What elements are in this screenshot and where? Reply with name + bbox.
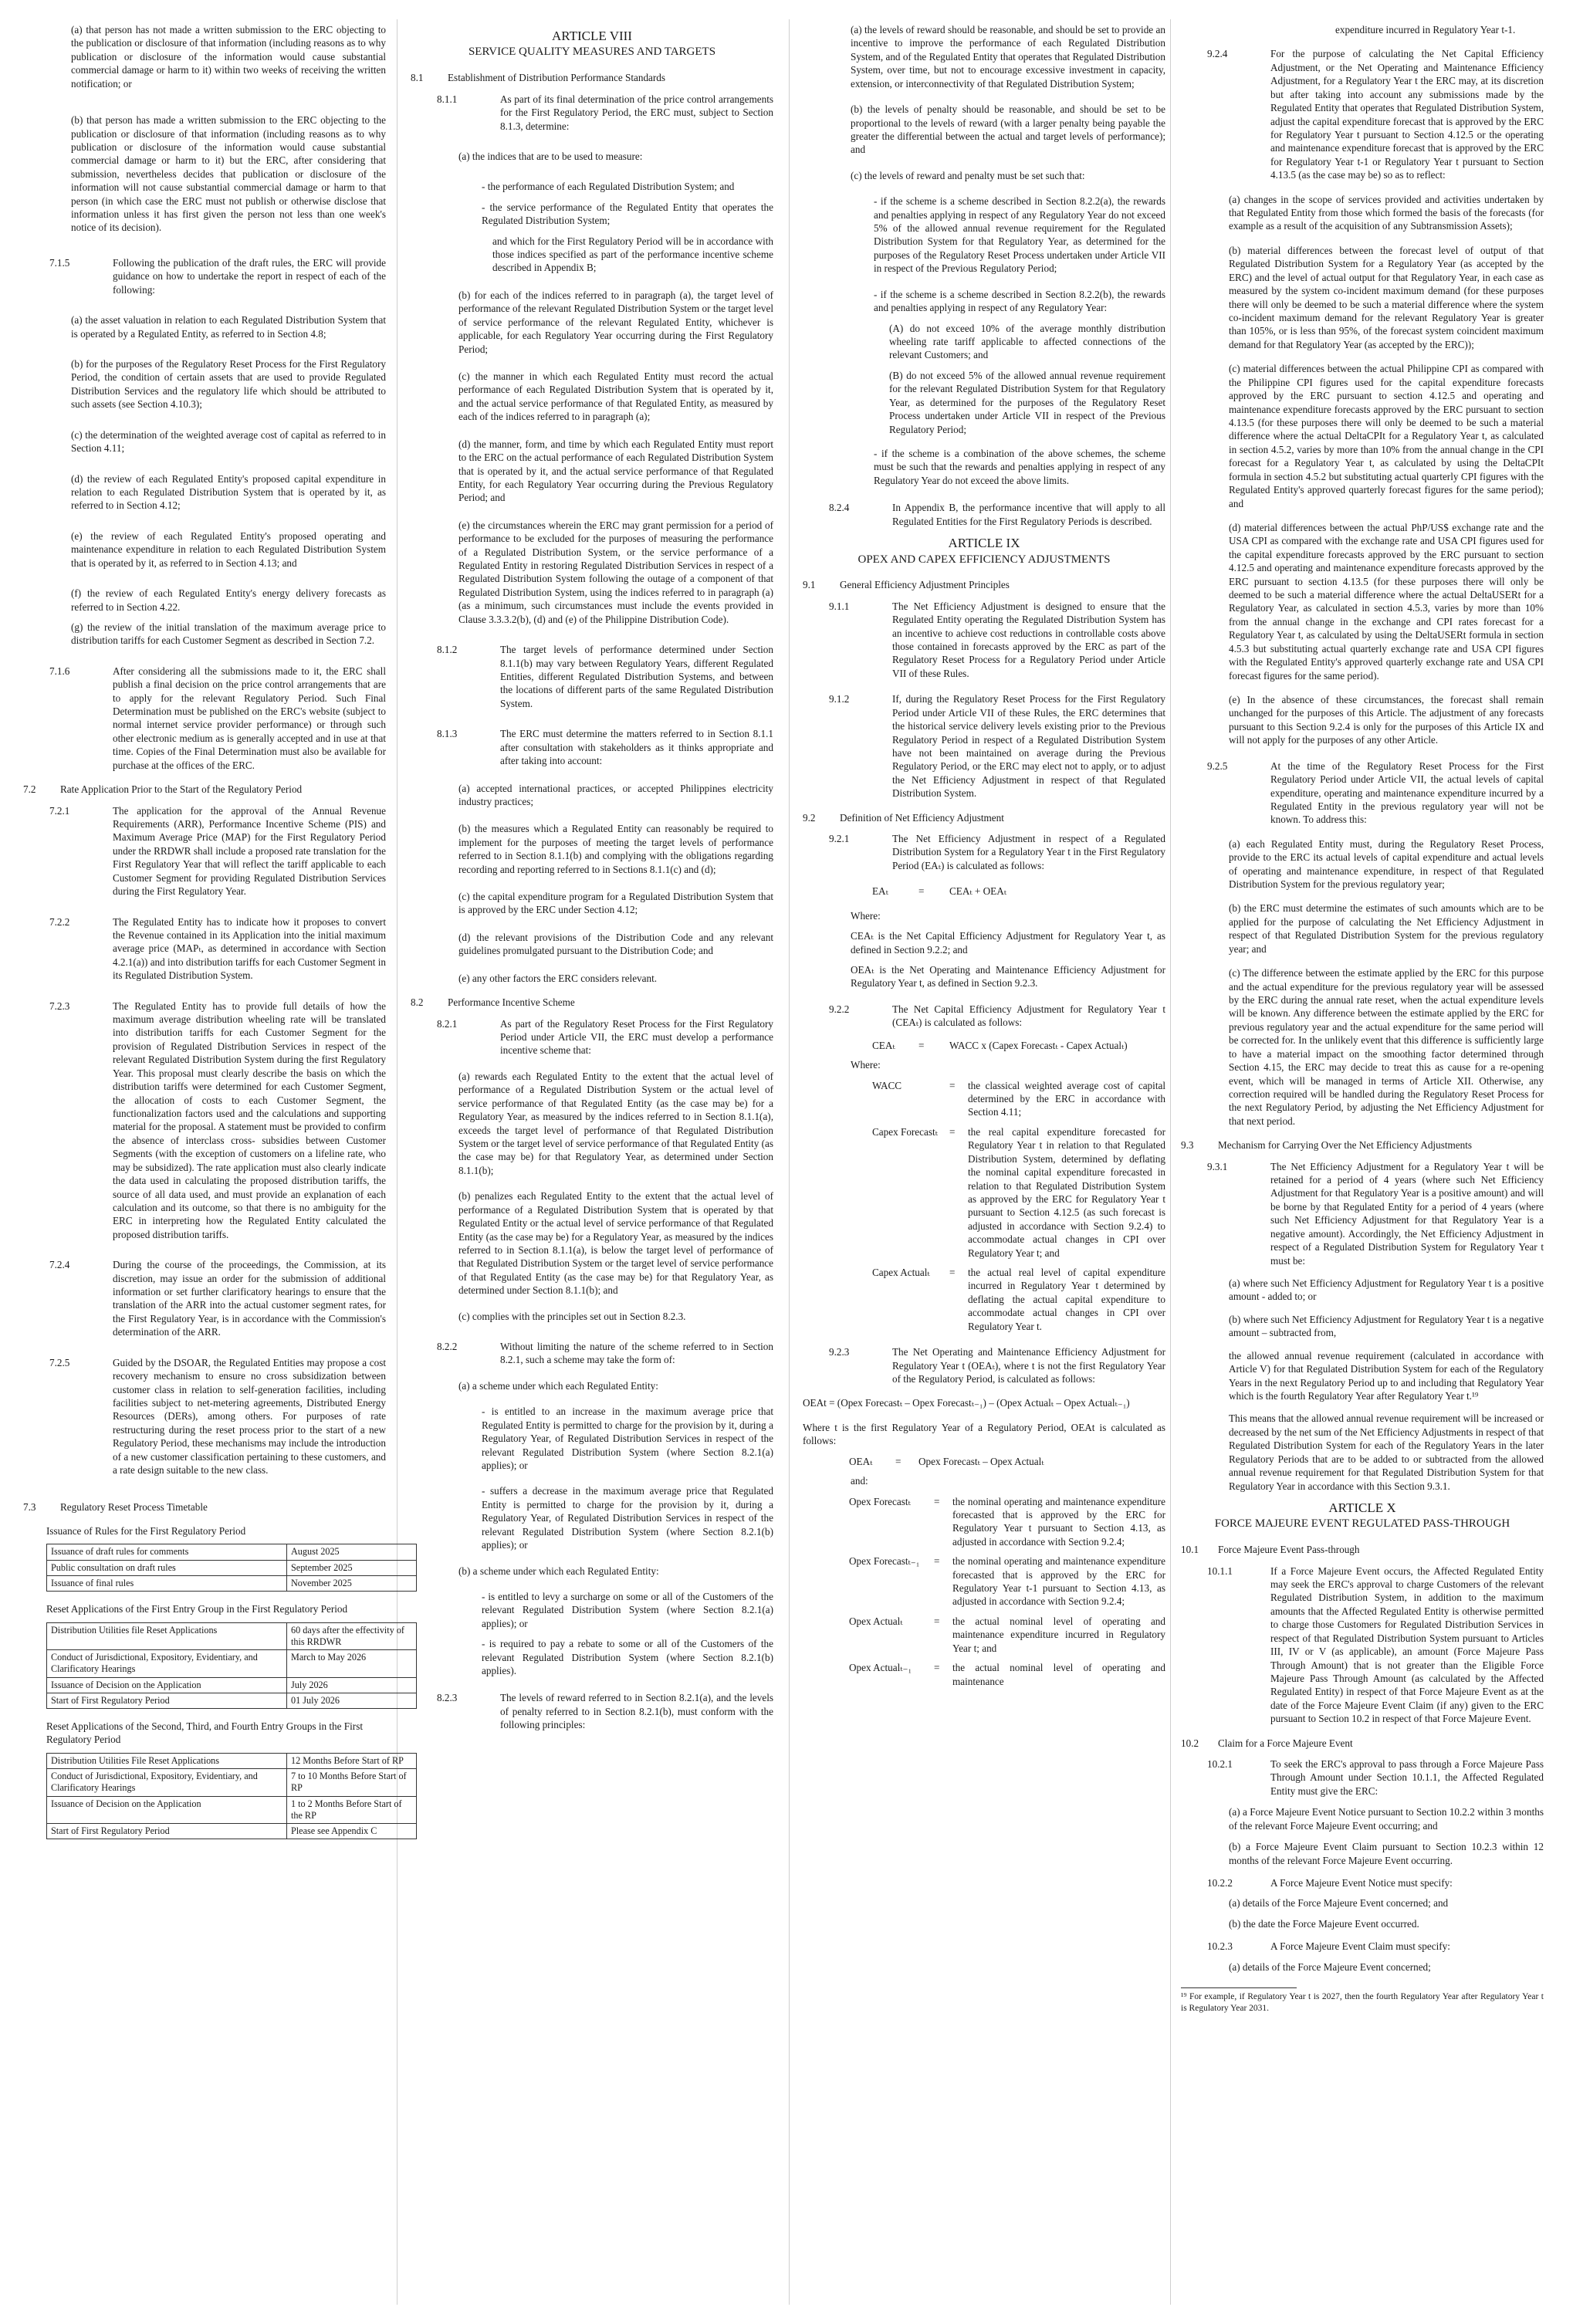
definition-row: WACC = the classical weighted average cost of capital determined by the ERC in accordance with Section 4.11; [872,1079,1165,1118]
table-cell: Distribution Utilities File Reset Applications [47,1753,287,1768]
table-cell: September 2025 [287,1560,417,1575]
table-row [47,1693,417,1708]
table-row [47,1560,417,1575]
definition-row: Capex Actualₜ = the actual real level of capital expenditure incurred in Regulatory Year t determined by deflating the actual capital expenditure to accommodate actual changes in CPI over Regulatory Year t. [872,1267,1165,1332]
column-1 [23,23,407,1849]
list-item: (d) material differences between the actual PhP/US$ exchange rate and the USA CPI as compared with the exchange rate and USA CPI figures used for the capital expenditure forecasts approved by the ERC pursuant to section 4.12.5 and operating and maintenance expenditure forecasts approved by the ERC pursuant to section 4.13.5 (for these purposes there will only be deemed to be such a material difference where the actual DeltaUSERt for a Regulatory Year, as calculated in section 4.5.3, varies by more than 10% from the annual change in the exchange and CPI rates forecast for a Regulatory Year t, as calculated by using the DeltaUSERt formula in section 4.5.3 but substituting actual quarterly exchange rate and USA CPI figures with the Regulated Entity's approved quarterly exchange rate and USA CPI forecast figures for the same period). [1229,521,1544,682]
section-number: 7.1.6 [49,665,70,677]
list-item: (b) where such Net Efficiency Adjustment for Regulatory Year t is a negative amount – subtracted from, [1229,1313,1544,1339]
paragraph: and: [851,1475,868,1487]
list-item: - is entitled to levy a surcharge on some or all of the Customers of the relevant Regulated Distribution System (where Section 8.2.1(a) applies); or [482,1590,773,1629]
column-4 [1181,23,1544,2021]
table-cell: 7 to 10 Months Before Start of RP [287,1769,417,1797]
definition-row: Opex Actualₜ = the actual nominal level of operating and maintenance expenditure incurred in Regulatory Year t; and [849,1615,1165,1654]
section-8-1-2 [411,643,773,710]
section-number: 10.1.1 [1207,1565,1233,1577]
table-cell: Issuance of draft rules for comments [47,1544,287,1560]
definition-term: Opex Forecastₜ [849,1495,911,1507]
definition-text: the actual real level of capital expenditure incurred in Regulatory Year t determined by deflating the actual capital expenditure to accommodate actual changes in CPI over Regulatory Year t. [968,1267,1165,1332]
paragraph: (a) that person has not made a written submission to the ERC objecting to the publication or disclosure of that information (including reasons as to why publication or disclosure of the information would cause substantial commercial damage or harm to it) within two weeks of receiving the written notification; or [71,24,386,90]
list-item: (a) the indices that are to be used to measure: [458,150,643,162]
article-title: OPEX AND CAPEX EFFICIENCY ADJUSTMENTS [858,553,1111,566]
section-number: 9.2.5 [1207,759,1228,772]
heading-8-1 [411,71,773,84]
section-text: The levels of reward referred to in Section 8.2.1(a), and the levels of penalty referred to in Section 8.2.1(b), must conform with the following principles: [500,1692,773,1731]
section-text: The Net Efficiency Adjustment is designed to ensure that the Regulated Entity operating the Regulated Distribution System has an incentive to achieve cost reductions in controllable costs above those contained in forecasts approved by the ERC as part of the Regulatory Reset Process for a Regulatory Period under Article VII of these Rules. [892,600,1165,679]
table-row [47,1544,417,1560]
table-cell: March to May 2026 [287,1650,417,1678]
section-number: 10.2.1 [1207,1758,1233,1771]
column-3 [803,23,1165,1694]
heading-9-2 [803,811,1165,824]
list-item: (a) details of the Force Majeure Event concerned; [1229,1960,1431,1973]
table-cell: Issuance of Decision on the Application [47,1796,287,1824]
section-text: A Force Majeure Event Claim must specify: [1270,1940,1450,1953]
definition-text: the actual nominal level of operating and maintenance [952,1662,1165,1687]
timetable-rules [46,1544,417,1592]
formula-equals: = [918,885,925,898]
formula-oea-first [849,1455,1165,1468]
section-7-2-4 [23,1258,386,1339]
heading-number: 8.1 [411,72,424,84]
section-number: 8.1.3 [437,728,458,740]
definition-row: Opex Forecastₜ₋₁ = the nominal operating and maintenance expenditure forecasted that is approved by the ERC for Regulatory Year t-1 pursuant to Section 4.13, as adjusted in accordance with Section 9.2.4; [849,1555,1165,1608]
list-item: - is entitled to an increase in the maximum average price that Regulated Entity is permitted to charge for the provision by it, during a Regulatory Year, of Regulated Distribution Services in respect of the relevant Regulated Distribution System (where Section 8.2.1(a) applies); or [482,1406,773,1471]
list-item: (c) the capital expenditure program for a Regulated Distribution System that is approved by the ERC under Section 4.12; [458,891,773,916]
table-cell: 12 Months Before Start of RP [287,1753,417,1768]
list-item: - if the scheme is a combination of the above schemes, the scheme must be such that the rewards and penalties applying in respect of any Regulatory Year do not exceed the above limits. [874,447,1165,486]
table-title: Reset Applications of the Second, Third, and Fourth Entry Groups in the First Regulatory Period [46,1720,363,1746]
list-item: (a) the levels of reward should be reasonable, and should be set to provide an incentive to improve the performance of each Regulated Distribution System, and of the Regulated Entity that operates that Regulated Distribution System, over time, but not to encourage excessive investment in capacity, extension, or interconnectivity of that Regulated Distribution System; [851,24,1165,90]
heading-number: 10.2 [1181,1737,1199,1749]
section-text: The target levels of performance determined under Section 8.1.1(b) may vary between Regulatory Years, different Regulated Entities, different Regulated Distribution Systems, and between the locations of different parts of the same Regulated Distribution System. [500,644,773,709]
section-9-2-1 [803,832,1165,872]
table-cell: Conduct of Jurisdictional, Expository, Evidentiary, and Clarificatory Hearings [47,1769,287,1797]
section-10-1-1 [1181,1565,1544,1726]
definition-text: the classical weighted average cost of capital determined by the ERC in accordance with Section 4.11; [968,1079,1165,1118]
table-cell: Issuance of final rules [47,1575,287,1591]
section-9-1-2 [803,692,1165,800]
table-row [47,1769,417,1797]
definition-term: WACC [872,1079,902,1091]
heading-number: 9.1 [803,579,816,591]
list-item: (b) the date the Force Majeure Event occurred. [1229,1917,1419,1930]
table-row [47,1824,417,1839]
list-item: (b) a scheme under which each Regulated Entity: [458,1565,659,1577]
formula-cea [872,1039,1165,1052]
list-item: (b) for each of the indices referred to in paragraph (a), the target level of performance of the relevant Regulated Distribution System or the target level of service performance of the relevant Regulated Entity, whichever is applicable, for each Regulatory Year occurring during the First Regulatory Period; [458,289,773,355]
section-8-2-4 [803,501,1165,528]
section-10-2-1 [1181,1757,1544,1798]
footnote-separator [1181,1987,1297,1988]
table-cell: July 2026 [287,1677,417,1693]
list-item: (d) the review of each Regulated Entity's proposed capital expenditure in relation to each Regulated Distribution System that is operated by it, as referred to in Section 4.12; [71,472,386,512]
paragraph: Where t is the first Regulatory Year of a Regulatory Period, OEAt is calculated as follows: [803,1421,1165,1447]
list-item: - suffers a decrease in the maximum average price that Regulated Entity is permitted to charge for the provision by it, during a Regulatory Year, of Regulated Distribution Services in respect of the relevant Regulated Distribution System (where Section 8.2.1(b) applies); or [482,1485,773,1551]
section-number: 8.2.2 [437,1341,458,1353]
heading-text: Definition of Net Efficiency Adjustment [840,811,1004,824]
section-8-2-1 [411,1017,773,1057]
section-7-2-2 [23,915,386,983]
paragraph: This means that the allowed annual revenue requirement will be increased or decreased by the net sum of the Net Efficiency Adjustments in respect of that Regulated Distribution System for each of the Regulatory Years in the later Regulatory Periods that are to be added to or subtracted from the allowed annual revenue requirement for that Regulated Distribution System for that Regulatory Year in accordance with this Section 9.3.1. [1229,1412,1544,1492]
list-item: (f) the review of each Regulated Entity's energy delivery forecasts as referred to in Section 4.22. [71,587,386,613]
formula-lhs: EAₜ [872,885,888,898]
definition-term: Opex Forecastₜ₋₁ [849,1555,920,1568]
section-text: The Regulated Entity has to indicate how it proposes to convert the Revenue contained in its Application into the initial maximum average price (MAPₜ, as determined in accordance with Section 4.2.1(a)) and into distribution tariffs for each Customer Segment in its Regulated Distribution System. [113,915,386,982]
section-number: 8.2.4 [829,502,850,514]
list-item: (b) penalizes each Regulated Entity to the extent that the actual level of performance of a Regulated Distribution System that is operated by that Regulated Entity or the actual level of service performance of that Regulated Entity (as the case may be) for a Regulatory Year, as measured by the indices referred to in Section 8.1.1(a), is below the target level of performance of that Regulated Distribution System or the target level of service performance of that Regulated Entity (as the case may be) for that Regulatory Year, as determined under Section 8.1.1(b); and [458,1190,773,1297]
article-heading: ARTICLE IX [948,536,1020,551]
heading-7-3 [23,1500,386,1514]
definition-term: Opex Actualₜ [849,1615,903,1627]
table-cell: 60 days after the effectivity of this RRDWR [287,1622,417,1650]
list-item: (c) the manner in which each Regulated Entity must record the actual performance of each Regulated Distribution System that is operated by it, and the actual service performance of that Regulated Entity, as measured by each of the indices referred to in paragraph (a); [458,370,773,423]
list-item: (e) the circumstances wherein the ERC may grant permission for a period of performance to be excluded for the purposes of measuring the performance of a Regulated Distribution System, or the service performance of a Regulated Entity in restoring Regulated Distribution Services in respect of a Regulated Distribution System following the outage of a component of that Regulated Distribution System, using the indices referred to in paragraph (a) (as a minimum, such circumstances must include the events provided in Clause 3.3.3.2(b), (d) and (e) of the Philippine Distribution Code). [458,519,773,625]
section-number: 9.3.1 [1207,1160,1228,1172]
table-cell: 01 July 2026 [287,1693,417,1708]
heading-text: Claim for a Force Majeure Event [1218,1737,1353,1749]
list-item: (a) accepted international practices, or accepted Philippines electricity industry practices; [458,782,773,807]
heading-text: General Efficiency Adjustment Principles [840,579,1010,591]
section-7-2-3 [23,1000,386,1242]
section-text: A Force Majeure Event Notice must specify: [1270,1877,1453,1889]
section-number: 7.2.1 [49,804,70,817]
definition-term: Capex Actualₜ [872,1267,930,1279]
paragraph: (b) that person has made a written submission to the ERC objecting to the publication or disclosure of that information (including reasons as to why publication or disclosure of the information would cause substantial commercial damage or harm to it) but the ERC, after considering that submission, nevertheless decides that publication or disclosure of the information will not cause substantial commercial damage or harm to that person (in which case the ERC must not publish or otherwise disclose that information unless it has first given the person not less than one week's notice of its decision). [71,114,386,234]
section-number: 8.1.1 [437,93,458,105]
list-item: (d) the manner, form, and time by which each Regulated Entity must report to the ERC on the actual performance of each Regulated Distribution System that is operated by it, and the actual service performance of that Regulated Entity, for each Regulatory Year occurring during the Previous Regulatory Period; and [458,438,773,504]
paragraph: and which for the First Regulatory Period will be in accordance with those indices specified as part of the performance incentive scheme described in Appendix B; [492,235,773,274]
list-item: (e) In the absence of these circumstances, the forecast shall remain unchanged for the purposes of this Article. The adjustment of any forecasts pursuant to this Section 9.2.4 is only for the purposes of this Article IX and will not apply for the purposes of any other Article. [1229,693,1544,746]
table-row [47,1622,417,1650]
table-cell: August 2025 [287,1544,417,1560]
table-cell: Issuance of Decision on the Application [47,1677,287,1693]
section-text: The Net Efficiency Adjustment in respect of a Regulated Distribution System for a Regulatory Year t in the First Regulatory Period (EAₜ) is calculated as follows: [892,833,1165,871]
section-number: 9.1.1 [829,600,850,612]
section-number: 9.2.3 [829,1346,850,1358]
section-text: The Net Capital Efficiency Adjustment for Regulatory Year t (CEAₜ) is calculated as follows: [892,1003,1165,1029]
section-text: At the time of the Regulatory Reset Process for the First Regulatory Period under Article VII, the actual levels of capital expenditure, operating and maintenance expenditure incurred by a Regulated Entity in the previous regulatory year will not be known. To address this: [1270,759,1544,826]
section-number: 9.2.4 [1207,48,1228,60]
heading-text: Mechanism for Carrying Over the Net Efficiency Adjustments [1218,1139,1472,1152]
list-item: (c) the levels of reward and penalty must be set such that: [851,169,1085,181]
heading-number: 10.1 [1181,1544,1199,1556]
list-item: (B) do not exceed 5% of the allowed annual revenue requirement for the relevant Regulated Distribution System for that Regulatory Year, as determined for the purposes of the Regulatory Reset Process undertaken under Article VII in respect of the Previous Regulatory Period; [889,369,1165,435]
section-number: 9.1.2 [829,693,850,705]
article-title: FORCE MAJEURE EVENT REGULATED PASS-THROUGH [1214,1517,1510,1531]
section-text: During the course of the proceedings, the Commission, at its discretion, may issue an order for the submission of additional information or set further clarificatory hearings to ensure that the translation of the ARR into the actual customer segment rates, for the First Regulatory Year, is in accordance with the Commission's determination of the ARR. [113,1259,386,1338]
timetable-first-entry [46,1622,417,1710]
table-cell: Start of First Regulatory Period [47,1824,287,1839]
heading-8-2 [411,996,773,1009]
section-number: 9.2.1 [829,833,850,845]
list-item: (a) details of the Force Majeure Event concerned; and [1229,1897,1449,1910]
section-9-2-3 [803,1345,1165,1385]
section-text: To seek the ERC's approval to pass through a Force Majeure Pass Through Amount under Section 10.1.1, the Affected Regulated Entity must give the ERC: [1270,1758,1544,1797]
list-item: (a) rewards each Regulated Entity to the extent that the actual level of performance of a Regulated Distribution System or the actual level of service performance of that Regulated Entity (as the case may be) for a Regulatory Year, as measured by the indices referred to in Section 8.1.1(a), exceeds the target level of performance of that Regulated Distribution System or the target level of service performance of that Regulated Entity (as the case may be) for that Regulatory Year, as determined under Section 8.1.1(b); [458,1070,773,1176]
table-cell: Conduct of Jurisdictional, Expository, Evidentiary, and Clarificatory Hearings [47,1650,287,1678]
section-8-2-2 [411,1340,773,1367]
heading-10-1 [1181,1543,1544,1556]
section-number: 8.2.3 [437,1692,458,1704]
section-text: In Appendix B, the performance incentive that will apply to all Regulated Entities for the First Regulatory Periods is described. [892,502,1165,527]
section-10-2-2 [1181,1876,1544,1889]
timetable-other-entries [46,1753,417,1840]
definition: OEAₜ is the Net Operating and Maintenance Efficiency Adjustment for Regulatory Year t, as defined in Section 9.2.3. [851,964,1165,989]
list-item: (A) do not exceed 10% of the average monthly distribution wheeling rate tariff applicable to affected connections of the relevant Customers; and [889,322,1165,361]
column-divider [1170,19,1171,2305]
list-item: (e) any other factors the ERC considers relevant. [458,972,658,984]
list-item: (c) complies with the principles set out in Section 8.2.3. [458,1310,686,1322]
list-item: (e) the review of each Regulated Entity's proposed operating and maintenance expenditure in relation to each Regulated Distribution System that is operated by it, as referred to in Section 4.13; and [71,529,386,569]
formula-oea: OEAt = (Opex Forecastₜ – Opex Forecastₜ₋₁) – (Opex Actualₜ – Opex Actualₜ₋₁) [803,1397,1130,1409]
formula-lhs: OEAₜ [849,1455,873,1467]
formula-lhs: CEAₜ [872,1039,895,1051]
heading-number: 7.2 [23,783,36,796]
definition-text: the nominal operating and maintenance expenditure forecasted that is approved by the ERC for Regulatory Year t-1 pursuant to Section 4.13, as adjusted in accordance with Section 9.2.4; [952,1555,1165,1608]
list-item: (a) changes in the scope of services provided and activities undertaken by that Regulated Entity from those which formed the basis of the forecasts (for example as a result of the acquisition of any Subtransmission Assets); [1229,193,1544,232]
formula-rhs: WACC x (Capex Forecastₜ - Capex Actualₜ) [949,1039,1128,1051]
definition-text: the actual nominal level of operating and maintenance expenditure incurred in Regulatory Year t; and [952,1615,1165,1654]
table-cell: Please see Appendix C [287,1824,417,1839]
section-text: Guided by the DSOAR, the Regulated Entities may propose a cost recovery mechanism to ensure no cross subsidization between customer class in relation to self-generation facilities, including facilities subject to net-metering agreements, Distributed Energy Resources (DERs), among others. For purposes of rate restructuring during the reset process prior to the start of a new Regulatory Period, these mechanisms may include the introduction of a new customer classification pertaining to these customers, and a rate design suitable to the new class. [113,1356,386,1477]
table-cell: November 2025 [287,1575,417,1591]
definition-row: Capex Forecastₜ = the real capital expenditure forecasted for Regulatory Year t in relation to that Regulated Distribution System, determined by deflating the nominal capital expenditure forecasted in relation to that Regulated Distribution System as approved by the ERC for Regulatory Year t pursuant to Section 4.12.5 (as such forecast is adjusted in accordance with Section 9.2.4) to accommodate actual changes in CPI over Regulatory Year t; and [872,1125,1165,1259]
heading-text: Rate Application Prior to the Start of the Regulatory Period [60,783,303,796]
section-text: As part of the Regulatory Reset Process for the First Regulatory Period under Article VII, the ERC must develop a performance incentive scheme that: [500,1017,773,1057]
section-text: If, during the Regulatory Reset Process for the First Regulatory Period under Article VII of these Rules, the ERC determines that the historical service delivery levels existing prior to the Previous Regulatory Period in respect of a Regulated Distribution System have not been maintained on average during the Previous Regulatory Period, or the ERC may elect not to apply, or to adjust the Net Efficiency Adjustment in respect of that Regulated Distribution System. [892,693,1165,800]
list-item: (a) where such Net Efficiency Adjustment for Regulatory Year t is a positive amount - added to; or [1229,1277,1544,1303]
list-item: (g) the review of the initial translation of the maximum average price to distribution tariffs for each Customer Segment as described in Section 7.2. [71,621,386,647]
definition-term: Capex Forecastₜ [872,1125,938,1138]
table-title: Issuance of Rules for the First Regulatory Period [46,1524,246,1537]
column-2 [411,23,773,1739]
formula-rhs: CEAₜ + OEAₜ [949,885,1007,898]
section-text: Following the publication of the draft rules, the ERC will provide guidance on how to undertake the report in respect of each of the following: [113,256,386,296]
list-item: - if the scheme is a scheme described in Section 8.2.2(a), the rewards and penalties applying in respect of any Regulatory Year do not exceed 5% of the allowed annual revenue requirement for the Regulated Distribution System for that Regulatory Year, as determined for the purposes of the Regulatory Reset Process undertaken under Article VII in respect of the Previous Regulatory Period; [874,195,1165,275]
section-10-2-3 [1181,1940,1544,1953]
table-cell: 1 to 2 Months Before Start of the RP [287,1796,417,1824]
definition-row: Opex Actualₜ₋₁ = the actual nominal level of operating and maintenance [849,1662,1165,1687]
list-item: (b) a Force Majeure Event Claim pursuant to Section 10.2.3 within 12 months of the relevant Force Majeure Event occurring. [1229,1841,1544,1866]
heading-text: Establishment of Distribution Performance Standards [448,72,666,84]
section-number: 9.2.2 [829,1003,850,1015]
section-7-2-1 [23,804,386,898]
section-number: 7.2.2 [49,915,70,928]
paragraph: Where: [851,909,881,922]
section-text: The Net Operating and Maintenance Efficiency Adjustment for Regulatory Year t (OEAₜ), where t is not the first Regulatory Year of the Regulatory Period, is calculated as follows: [892,1346,1165,1385]
paragraph: Where: [851,1059,881,1071]
table-cell: Distribution Utilities file Reset Applications [47,1622,287,1650]
formula-equals: = [895,1455,902,1467]
table-cell: Public consultation on draft rules [47,1560,287,1575]
heading-text: Performance Incentive Scheme [448,996,575,1009]
heading-7-2 [23,783,386,796]
formula-equals: = [918,1039,925,1051]
list-item: - the performance of each Regulated Distribution System; and [482,181,735,193]
section-number: 7.2.4 [49,1259,70,1271]
section-7-2-5 [23,1356,386,1477]
section-text: For the purpose of calculating the Net Capital Efficiency Adjustment, or the Net Operating and Maintenance Efficiency Adjustment, for a Regulatory Year t the ERC may, at its discretion but after taking into account any submissions made by the Regulated Entity that operates that Regulated Distribution System, adjust the capital expenditure forecast that is approved by the ERC for Regulatory Year t pursuant to Section 4.12.5 or the operating and maintenance expenditure forecast that is approved by the ERC for Regulatory Year t-1 or Regulatory Year t pursuant to Section 4.13.5 (as the case may be) so as to reflect: [1270,48,1544,181]
section-number: 8.2.1 [437,1017,458,1030]
section-number: 7.2.5 [49,1356,70,1368]
list-item: (b) material differences between the forecast level of output of that Regulated Distribution System for a Regulatory Year (as accepted by the ERC) and the level of actual output for that Regulatory Year, in each case as measured by the system co-incident maximum demand (for these purposes there will only be deemed to be such a material difference where the system co-incident maximum demand for the relevant Regulatory Year is greater than 105%, or is less than 95%, of the forecast system coincident maximum demand for that Regulatory Year (as accepted by the ERC)); [1229,244,1544,350]
table-row [47,1796,417,1824]
table-row [47,1650,417,1678]
list-item: (c) the determination of the weighted average cost of capital as referred to in Section 4.11; [71,428,386,455]
heading-number: 9.2 [803,811,816,824]
heading-number: 9.3 [1181,1139,1194,1152]
table-cell: Start of First Regulatory Period [47,1693,287,1708]
column-divider [789,19,790,2305]
article-heading: ARTICLE X [1328,1500,1396,1515]
section-text: After considering all the submissions made to it, the ERC shall publish a final decision on the price control arrangements that are to apply for the relevant Regulatory Period. Such Final Determination must be published on the ERC's website (subject to normal internet service provider performance) or through such other electronic medium as is generally accepted and in use at that time. Copies of the Final Determination must also be available for purchase at the offices of the ERC. [113,665,386,771]
section-text: The application for the approval of the Annual Revenue Requirements (ARR), Performance Incentive Scheme (PIS) and Maximum Average Price (MAP) for the First Regulatory Period under the RRDWR shall include a proposed rate translation for the First Regulatory Year that will reflect the tariff applicable to each Customer Segment for providing Regulated Distribution Services during the First Regulatory Year. [113,804,386,898]
definition-row: Opex Forecastₜ = the nominal operating and maintenance expenditure forecasted that is approved by the ERC for Regulatory Year t pursuant to Section 4.13, as adjusted in accordance with Section 9.2.4; [849,1495,1165,1548]
list-item: (b) for the purposes of the Regulatory Reset Process for the First Regulatory Period, the condition of certain assets that are used to provide Regulated Distribution Services and the regulatory life which should be attributed to such assets (see Section 4.10.3); [71,358,386,411]
list-item: (a) a scheme under which each Regulated Entity: [458,1379,658,1392]
footnote: ¹⁹ For example, if Regulatory Year t is 2027, then the fourth Regulatory Year after Regulatory Year t is Regulatory Year 2031. [1181,1992,1544,2014]
list-item: (b) the measures which a Regulated Entity can reasonably be required to implement for the purposes of meeting the target levels of performance referred to in Section 8.1.1(b) and complying with the obligations regarding recording and reporting referred to in Sections 8.1.1(c) and (d); [458,823,773,875]
formula-rhs: Opex Forecastₜ – Opex Actualₜ [918,1455,1044,1467]
heading-number: 7.3 [23,1500,36,1513]
section-text: If a Force Majeure Event occurs, the Affected Regulated Entity may seek the ERC's approval to charge Customers of the relevant Regulated Distribution System, in addition to the maximum amounts that the Affected Regulated Entity is otherwise permitted to charge those Customers for Regulated Distribution Services in respect of that Regulated Distribution System pursuant to Articles III, IV or V (as applicable), an amount (Force Majeure Pass Through Amount) that is not greater than the Eligible Force Majeure Pass Through Amount (as calculated by the Affected Regulated Entity) in respect of that Force Majeure Event as at the date of the Force Majeure Event Claim (if any) given to the ERC pursuant to Section 10.2 in respect of that Force Majeure Event. [1270,1565,1544,1725]
table-row [47,1677,417,1693]
section-text: The ERC must determine the matters referred to in Section 8.1.1 after consultation with stakeholders as it thinks appropriate and after taking into account: [500,728,773,767]
section-8-1-1 [411,93,773,133]
heading-text: Force Majeure Event Pass-through [1218,1544,1360,1556]
list-item: - if the scheme is a scheme described in Section 8.2.2(b), the rewards and penalties applying in respect of any Regulatory Year: [874,288,1165,314]
list-item: (a) a Force Majeure Event Notice pursuant to Section 10.2.2 within 3 months of the relevant Force Majeure Event occurring; and [1229,1806,1544,1832]
section-number: 10.2.2 [1207,1877,1233,1889]
list-item: (a) the asset valuation in relation to each Regulated Distribution System that is operated by a Regulated Entity, as referred to in Section 4.8; [71,314,386,340]
paragraph: expenditure incurred in Regulatory Year t-1. [1335,24,1516,36]
paragraph: the allowed annual revenue requirement (calculated in accordance with Article V) for that Regulated Distribution System for each of the Regulatory Years in the next Regulatory Period up to and including that Regulatory Year which is the fourth Regulatory Year after Regulatory Year t.¹⁹ [1229,1349,1544,1402]
list-item: (b) the ERC must determine the estimates of such amounts which are to be applied for the purpose of calculating the Net Efficiency Adjustment in respect of that Regulated Distribution System for the previous regulatory year; and [1229,902,1544,955]
section-9-2-4 [1181,47,1544,181]
list-item: (d) the relevant provisions of the Distribution Code and any relevant guidelines promulgated pursuant to the Distribution Code; and [458,931,773,957]
section-8-2-3 [411,1691,773,1731]
section-9-2-2 [803,1003,1165,1030]
section-text: As part of its final determination of the price control arrangements for the First Regulatory Period, the ERC must, subject to Section 8.1.3, determine: [500,93,773,132]
section-9-2-5 [1181,759,1544,827]
heading-number: 8.2 [411,996,424,1009]
section-text: The Net Efficiency Adjustment for a Regulatory Year t will be retained for a period of 4 years (where such Net Efficiency Adjustment for that Regulatory Year is a positive amount) and will be borne by that Regulated Entity for a period of 4 years (where such Net Efficiency Adjustment for that Regulatory Year is a negative amount). Accordingly, the Net Efficiency Adjustment in respect of a Regulated Distribution System for Regulatory Year t must be: [1270,1160,1544,1267]
section-text: Without limiting the nature of the scheme referred to in Section 8.2.1, such a scheme may take the form of: [500,1341,773,1366]
formula-ea [872,885,1165,898]
heading-9-3 [1181,1138,1544,1152]
article-heading: ARTICLE VIII [552,29,632,43]
section-text: The Regulated Entity has to provide full details of how the maximum average distribution wheeling rate will be translated into distribution tariffs for each Customer Segment for the provision of Regulated Distribution Services in respect of the relevant Regulated Distribution System during the first Regulatory Year. This proposal must clearly describe the basis on which the distribution tariffs were determined for each Customer Segment, the allocation of costs to each Customer Segment, the functionalization factors used and the calculations and supporting material for the proposal. A statement must be provided to confirm the absence of interclass cross- subsidies between Customer Segments (with the exception of customers on a lifeline rate, who may be subsidized). The rate application must also clearly indicate the data used in calculating the proposed distribution tariffs, the source of all data used, and must provide an explanation of each calculation and its outcome, so that there is no ambiguity for the ERC in interpreting how the Regulated Entity calculated the proposed distribution tariffs. [113,1000,386,1240]
section-number: 10.2.3 [1207,1940,1233,1953]
section-number: 7.1.5 [49,256,70,269]
table-row [47,1575,417,1591]
definition: CEAₜ is the Net Capital Efficiency Adjustment for Regulatory Year t, as defined in Section 9.2.2; and [851,930,1165,956]
section-number: 8.1.2 [437,644,458,656]
list-item: (c) material differences between the actual Philippine CPI as compared with the Philippine CPI figures used for the capital expenditure forecasts approved by the ERC pursuant to section 4.12.5 and operating and maintenance expenditure forecasts approved by the ERC pursuant to section 4.13.5 (for these purposes there will only be deemed to be such a material difference where the actual DeltaCPIt for a Regulatory Year t, as calculated in section 4.5.2, varies by more than 10% from the annual change in the CPI forecast for a Regulatory Year t, as calculated by using the DeltaCPIt formula in section 4.5.2 but substituting actual quarterly CPI figures with the Regulated Entity's approved quarterly forecast figures for the same period); and [1229,363,1544,509]
list-item: - is required to pay a rebate to some or all of the Customers of the relevant Regulated Distribution System (where Section 8.2.1(b) applies). [482,1638,773,1677]
section-9-3-1 [1181,1160,1544,1267]
heading-10-2 [1181,1737,1544,1750]
list-item: (a) each Regulated Entity must, during the Regulatory Reset Process, provide to the ERC its actual levels of capital expenditure and actual levels of operating and maintenance expenditure, in respect of that Regulated Distribution System for the previous regulatory year; [1229,837,1544,891]
table-row [47,1753,417,1768]
section-7-1-6 [23,665,386,772]
definition-text: the nominal operating and maintenance expenditure forecasted that is approved by the ERC for Regulatory Year t pursuant to Section 4.13, as adjusted in accordance with Section 9.2.4; [952,1495,1165,1548]
list-item: (c) The difference between the estimate applied by the ERC for this purpose and the actual expenditure for the previous regulatory year will be assessed by the ERC during the annual rate reset, when the actual expenditure levels will be known. Any difference between the estimate applied by the ERC for previous regulatory year and the actual expenditure for the same period will be corrected for. In the unlikely event that this difference is sufficiently large to have a material impact on the smoothing factor determined through Section 4.15, the ERC may decide to treat this as cause for a re-opening event, which will be managed in terms of Article XII. Otherwise, any correction required will be handled during the Regulatory Reset Process for the next Regulatory Period, by adjusting the Net Efficiency Adjustment for that next period. [1229,967,1544,1127]
section-number: 7.2.3 [49,1000,70,1012]
list-item: - the service performance of the Regulated Entity that operates the Regulated Distribution System; [482,201,773,227]
section-9-1-1 [803,600,1165,681]
table-title: Reset Applications of the First Entry Group in the First Regulatory Period [46,1603,348,1615]
heading-9-1 [803,578,1165,591]
heading-text: Regulatory Reset Process Timetable [60,1500,208,1513]
section-7-1-5 [23,256,386,296]
article-title: SERVICE QUALITY MEASURES AND TARGETS [468,46,716,59]
definition-term: Opex Actualₜ₋₁ [849,1662,912,1674]
list-item: (b) the levels of penalty should be reasonable, and should be set to be proportional to the levels of reward (with a larger penalty being payable the greater the differential between the actual and target levels of performance); and [851,103,1165,156]
definition-text: the real capital expenditure forecasted for Regulatory Year t in relation to that Regulated Distribution System, determined by deflating the nominal capital expenditure forecasted in relation to that Regulated Distribution System as approved by the ERC for Regulatory Year t pursuant to Section 4.12.5 (as such forecast is adjusted in accordance with Section 9.2.4) to accommodate actual changes in CPI over Regulatory Year t; and [968,1125,1165,1259]
section-8-1-3 [411,727,773,767]
